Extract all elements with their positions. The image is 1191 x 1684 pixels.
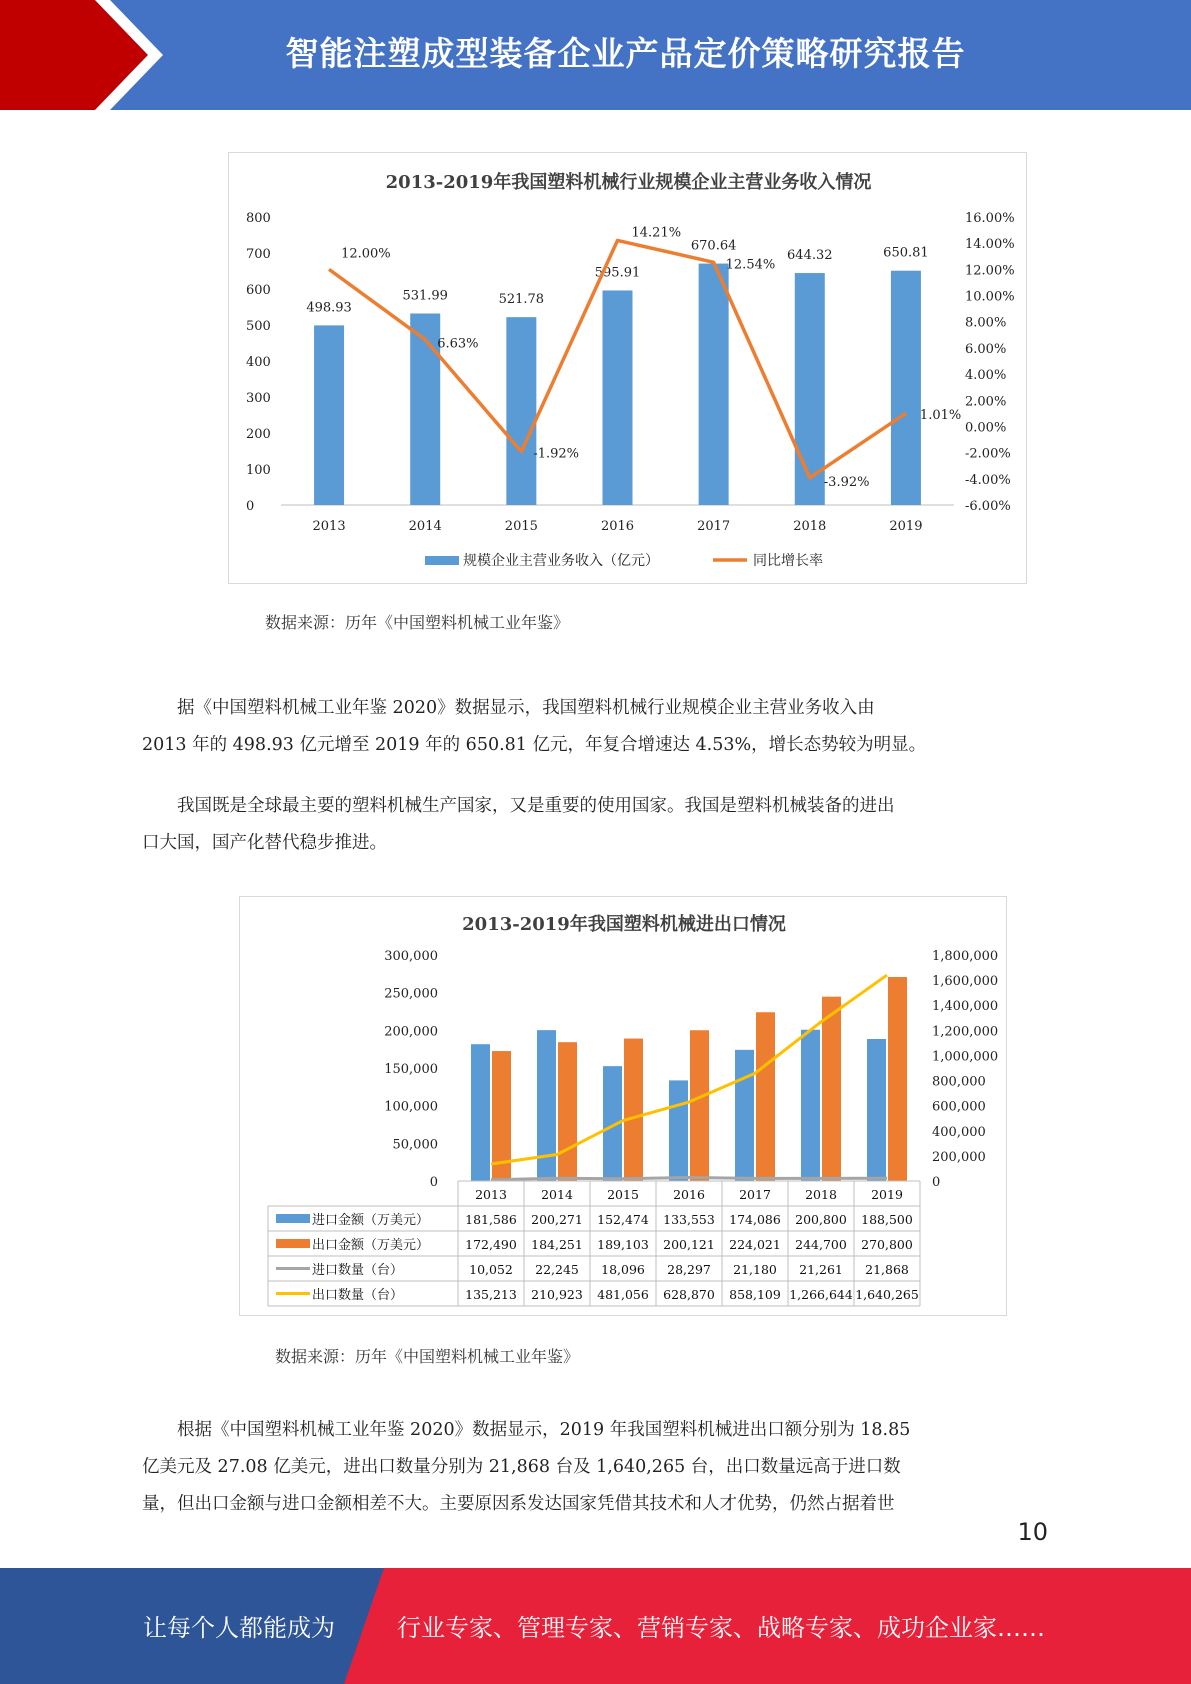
chart2-import-bar bbox=[867, 1039, 886, 1181]
chart1-x-tick: 2017 bbox=[697, 519, 731, 534]
paragraph-line: 根据《中国塑料机械工业年鉴 2020》数据显示，2019 年我国塑料机械进出口额分别为 18.85 bbox=[142, 1420, 911, 1440]
chart2-table-cell: 200,121 bbox=[663, 1237, 715, 1252]
chart2-export-bar bbox=[756, 1012, 775, 1181]
chart1-bar-label: 595.91 bbox=[594, 265, 641, 281]
chart1-bar bbox=[506, 317, 536, 505]
report-title: 智能注塑成型装备企业产品定价策略研究报告 bbox=[285, 34, 966, 73]
revenue-chart bbox=[228, 152, 1027, 584]
chart2-import-qty-line bbox=[491, 1177, 887, 1179]
chart2-y-tick: 0 bbox=[429, 1175, 438, 1190]
chart2-y-tick: 150,000 bbox=[384, 1062, 438, 1077]
chart1-bar-label: 498.93 bbox=[306, 300, 352, 316]
paragraph-line: 我国既是全球最主要的塑料机械生产国家，又是重要的使用国家。我国是塑料机械装备的进出 bbox=[142, 796, 895, 816]
chart2-y2-tick: 1,600,000 bbox=[932, 974, 999, 990]
chart1-y2-tick: 4.00% bbox=[965, 368, 1007, 384]
chart1-y2-tick: 6.00% bbox=[965, 341, 1007, 357]
chart2-table-cell: 270,800 bbox=[861, 1237, 913, 1252]
chart2-x-tick: 2018 bbox=[805, 1187, 837, 1202]
chart1-bar-label: 531.99 bbox=[402, 288, 448, 304]
chart2-x-tick: 2013 bbox=[475, 1187, 507, 1202]
chart2-import-bar bbox=[735, 1050, 754, 1181]
chart2-y2-tick: 1,200,000 bbox=[932, 1024, 999, 1040]
paragraph-line: 据《中国塑料机械工业年鉴 2020》数据显示，我国塑料机械行业规模企业主营业务收入由 bbox=[142, 698, 875, 718]
chart2-table-cell: 21,261 bbox=[799, 1262, 843, 1277]
chart2-table-cell: 152,474 bbox=[597, 1212, 649, 1227]
chart2-table-cell: 200,271 bbox=[531, 1212, 583, 1227]
chart2-series-label: 出口金额（万美元） bbox=[312, 1238, 430, 1253]
chart1-bar-label: 670.64 bbox=[690, 238, 737, 254]
chart1-line-label: -1.92% bbox=[533, 446, 580, 462]
chart1-bar bbox=[603, 290, 633, 505]
chart2-series-label: 出口数量（台） bbox=[312, 1288, 404, 1303]
chart2-y-tick: 300,000 bbox=[384, 949, 438, 964]
chart2-source: 数据来源：历年《中国塑料机械工业年鉴》 bbox=[275, 1347, 580, 1366]
page-header bbox=[0, 0, 1191, 110]
paragraph-3 bbox=[142, 1412, 1047, 1523]
paragraph-line: 2013 年的 498.93 亿元增至 2019 年的 650.81 亿元，年复合增速达 4.53%，增长态势较为明显。 bbox=[142, 735, 927, 755]
paragraph-line: 量，但出口金额与进口金额相差不大。主要原因系发达国家凭借其技术和人才优势，仍然占据着世 bbox=[142, 1494, 895, 1514]
chart1-bar-label: 644.32 bbox=[787, 248, 833, 264]
chart2-table-cell: 21,180 bbox=[733, 1262, 777, 1277]
chart2-table-cell: 189,103 bbox=[597, 1237, 649, 1252]
chart2-import-bar bbox=[669, 1080, 688, 1181]
chart1-y-tick: 500 bbox=[246, 319, 271, 334]
footer-slogan-left: 让每个人都能成为 bbox=[143, 1614, 335, 1642]
chart1-y2-tick: 0.00% bbox=[965, 420, 1007, 436]
chart1-x-tick: 2014 bbox=[408, 519, 442, 534]
chart2-y-tick: 100,000 bbox=[384, 1099, 438, 1115]
chart2-table-cell: 184,251 bbox=[531, 1237, 583, 1252]
chart1-x-tick: 2015 bbox=[504, 519, 538, 534]
chart1-x-tick: 2019 bbox=[889, 519, 923, 534]
chart1-y-tick: 800 bbox=[246, 211, 271, 226]
chart2-table-cell: 10,052 bbox=[469, 1262, 513, 1277]
chart1-y-tick: 100 bbox=[246, 463, 271, 478]
chart2-y2-tick: 400,000 bbox=[932, 1124, 986, 1140]
chart1-y2-tick: -4.00% bbox=[965, 472, 1011, 488]
chart2-import-bar bbox=[801, 1030, 820, 1181]
chart1-line-label: 1.01% bbox=[919, 408, 962, 424]
chart2-y-tick: 200,000 bbox=[384, 1024, 438, 1040]
paragraph-line: 亿美元及 27.08 亿美元，进出口数量分别为 21,868 台及 1,640,265 台，出口数量远高于进口数 bbox=[142, 1457, 901, 1477]
chart1-y-tick: 200 bbox=[246, 427, 271, 442]
chart2-x-tick: 2017 bbox=[739, 1187, 771, 1202]
chart1-line-label: 6.63% bbox=[437, 336, 479, 352]
chart2-table-cell: 18,096 bbox=[601, 1262, 645, 1277]
chart2-table-cell: 181,586 bbox=[465, 1212, 517, 1227]
chart2-export-bar bbox=[888, 977, 907, 1181]
revenue-chart-svg bbox=[229, 153, 1028, 585]
chart1-legend-bar-swatch bbox=[425, 556, 459, 565]
chart2-y2-tick: 200,000 bbox=[932, 1149, 986, 1165]
chart2-table-cell: 200,800 bbox=[795, 1212, 847, 1227]
chart1-x-tick: 2018 bbox=[793, 519, 827, 534]
chart1-bar-label: 650.81 bbox=[883, 245, 929, 261]
chart1-y2-tick: 8.00% bbox=[965, 315, 1007, 331]
chart2-y-tick: 50,000 bbox=[392, 1137, 438, 1153]
chart2-series-label: 进口数量（台） bbox=[312, 1263, 404, 1278]
chart1-line-label: -3.92% bbox=[823, 474, 870, 490]
chart1-y-tick: 0 bbox=[246, 499, 255, 514]
chart2-legend-swatch bbox=[276, 1239, 310, 1248]
chart2-export-bar bbox=[822, 997, 841, 1181]
chart2-y2-tick: 1,400,000 bbox=[932, 999, 999, 1015]
chart2-table-cell: 22,245 bbox=[535, 1262, 579, 1277]
chart1-line-label: 12.00% bbox=[341, 246, 391, 262]
chart2-table-cell: 1,640,265 bbox=[855, 1287, 919, 1302]
chart1-legend-bar-label: 规模企业主营业务收入（亿元） bbox=[463, 553, 659, 569]
chart2-import-bar bbox=[471, 1044, 490, 1181]
import-export-chart-svg bbox=[240, 897, 1008, 1317]
chart2-x-tick: 2015 bbox=[607, 1187, 639, 1202]
chart1-y2-tick: 12.00% bbox=[965, 263, 1015, 279]
chart2-series-label: 进口金额（万美元） bbox=[312, 1213, 430, 1228]
chart2-table-cell: 133,553 bbox=[663, 1212, 715, 1227]
chart2-table-cell: 628,870 bbox=[663, 1287, 715, 1302]
chart2-table-cell: 224,021 bbox=[729, 1237, 781, 1252]
chart2-legend-swatch bbox=[276, 1214, 310, 1223]
chart2-y2-tick: 0 bbox=[932, 1175, 941, 1190]
chart1-x-tick: 2013 bbox=[312, 519, 346, 534]
chart2-export-bar bbox=[558, 1042, 577, 1181]
chart1-y-tick: 700 bbox=[246, 247, 271, 262]
chart1-y2-tick: 10.00% bbox=[965, 289, 1015, 305]
chart1-y-tick: 300 bbox=[246, 391, 271, 406]
chart2-table-cell: 858,109 bbox=[729, 1287, 781, 1302]
chart2-table-cell: 21,868 bbox=[865, 1262, 909, 1277]
chart2-x-tick: 2019 bbox=[871, 1187, 903, 1202]
paragraph-line: 口大国，国产化替代稳步推进。 bbox=[142, 833, 387, 853]
chart2-table-cell: 174,086 bbox=[729, 1212, 781, 1227]
chart2-y2-tick: 1,800,000 bbox=[932, 949, 999, 964]
chart2-y-tick: 250,000 bbox=[384, 986, 438, 1002]
chart1-legend-line-label: 同比增长率 bbox=[753, 553, 823, 569]
chart1-x-tick: 2016 bbox=[600, 519, 635, 534]
chart2-export-bar bbox=[690, 1030, 709, 1181]
chart2-x-tick: 2014 bbox=[541, 1187, 573, 1202]
page-footer bbox=[0, 1568, 1191, 1684]
paragraph-2 bbox=[142, 788, 1047, 862]
chart1-y-tick: 400 bbox=[246, 355, 271, 370]
chart1-bar bbox=[314, 325, 344, 505]
chart1-line-label: 14.21% bbox=[631, 225, 682, 241]
chart1-bar bbox=[699, 264, 729, 505]
chart1-bar bbox=[891, 271, 921, 505]
chart1-title: 2013-2019年我国塑料机械行业规模企业主营业务收入情况 bbox=[385, 172, 872, 193]
chart2-table-cell: 28,297 bbox=[667, 1262, 711, 1277]
chart1-bar-label: 521.78 bbox=[498, 292, 545, 308]
chart1-line-label: 12.54% bbox=[725, 257, 776, 273]
paragraph-1 bbox=[142, 690, 1047, 764]
chart2-table-cell: 481,056 bbox=[597, 1287, 649, 1302]
chart1-y2-tick: 14.00% bbox=[965, 237, 1015, 253]
chart1-source: 数据来源：历年《中国塑料机械工业年鉴》 bbox=[265, 613, 570, 632]
chart2-table-cell: 135,213 bbox=[465, 1287, 517, 1302]
chart2-export-bar bbox=[624, 1039, 643, 1181]
chart2-table-cell: 188,500 bbox=[861, 1212, 913, 1227]
chart2-y2-tick: 600,000 bbox=[932, 1099, 986, 1115]
chart2-table-cell: 172,490 bbox=[465, 1237, 517, 1252]
chart1-y2-tick: -2.00% bbox=[965, 446, 1011, 462]
chart2-y2-tick: 800,000 bbox=[932, 1074, 986, 1090]
page-number: 10 bbox=[1017, 1518, 1048, 1546]
chart1-y2-tick: 16.00% bbox=[965, 211, 1015, 226]
chart2-title: 2013-2019年我国塑料机械进出口情况 bbox=[462, 914, 786, 935]
footer-slogan-right: 行业专家、管理专家、营销专家、战略专家、成功企业家…… bbox=[397, 1614, 1045, 1642]
chart2-table-cell: 210,923 bbox=[531, 1287, 583, 1302]
chart1-y2-tick: 2.00% bbox=[965, 394, 1007, 410]
import-export-chart bbox=[239, 896, 1007, 1316]
chart1-y2-tick: -6.00% bbox=[965, 499, 1011, 514]
chart2-y2-tick: 1,000,000 bbox=[932, 1049, 999, 1065]
chart1-y-tick: 600 bbox=[246, 283, 271, 298]
chart2-table-cell: 244,700 bbox=[795, 1237, 847, 1252]
chart2-x-tick: 2016 bbox=[673, 1187, 705, 1202]
chart2-table-cell: 1,266,644 bbox=[789, 1287, 853, 1302]
